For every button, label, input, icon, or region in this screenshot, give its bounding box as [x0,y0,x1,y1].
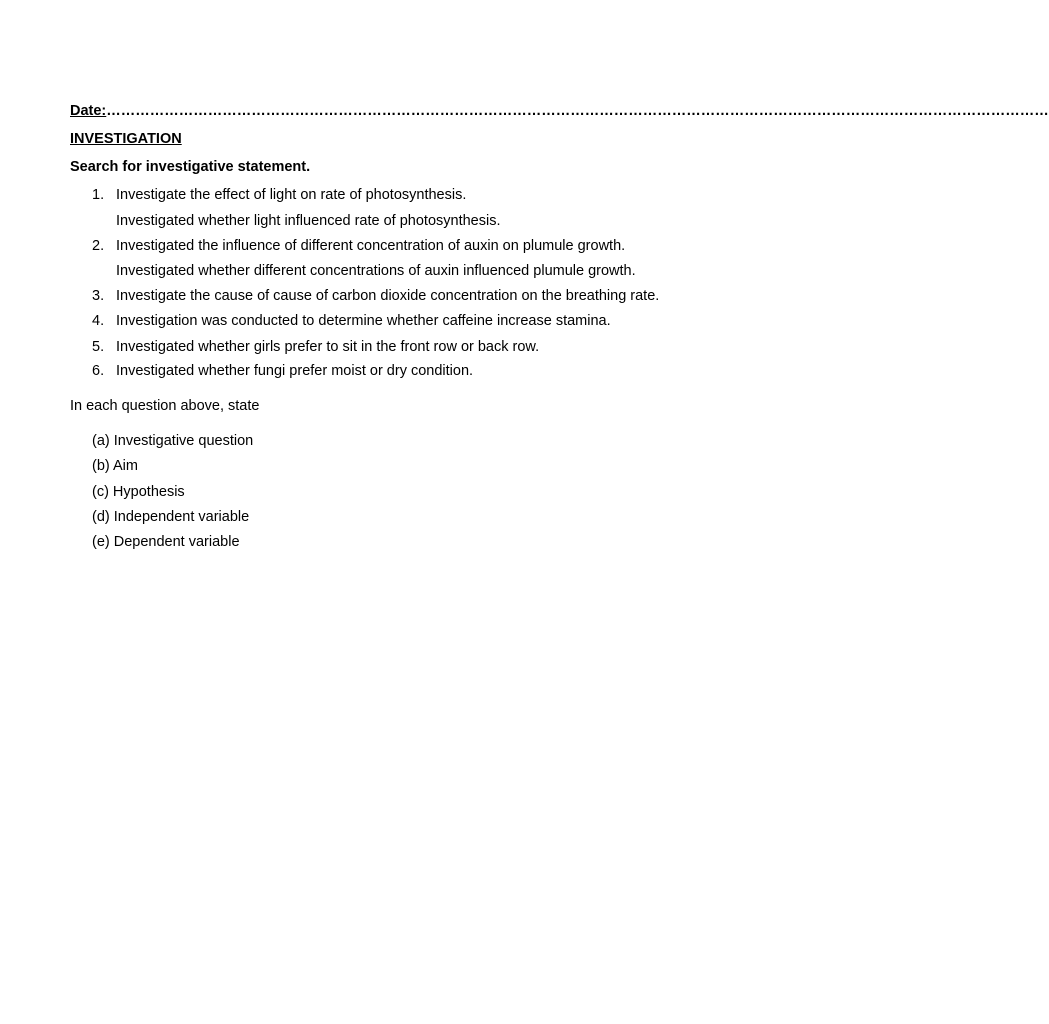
part-e: (e) Dependent variable [92,534,240,550]
statement-text: Investigated whether fungi prefer moist or dry condition. [116,363,474,379]
part-a: (a) Investigative question [92,433,254,449]
statement-6 [92,363,473,379]
date-label: Date: [70,103,107,119]
statement-text: Investigate the effect of light on rate of photosynthesis. [116,187,467,203]
statement-number: 3. [92,288,105,304]
statement-2-extra: Investigated whether different concentrations of auxin influenced plumule growth. [116,263,636,279]
statement-1-extra: Investigated whether light influenced rate of photosynthesis. [116,213,501,229]
statement-number: 6. [92,363,105,379]
statement-2 [92,238,625,254]
statement-text: Investigation was conducted to determine whether caffeine increase stamina. [116,313,611,329]
section-subheading: Search for investigative statement. [70,159,311,175]
statement-number: 5. [92,339,105,355]
part-b: (b) Aim [92,458,138,474]
statement-text: Investigated whether girls prefer to sit in the front row or back row. [116,339,540,355]
statement-number: 4. [92,313,105,329]
statement-text: Investigated the influence of different concentration of auxin on plumule growth. [116,238,626,254]
page-title: INVESTIGATION [70,131,182,147]
part-d: (d) Independent variable [92,509,250,525]
date-dots: …………………………………………………………………………………………………………………………………………………………………………… [106,103,1049,119]
statement-3 [92,288,659,304]
date-line [70,103,1049,119]
statement-1 [92,187,466,203]
part-c: (c) Hypothesis [92,484,185,500]
statement-5 [92,339,539,355]
statement-number: 1. [92,187,105,203]
instruction-text: In each question above, state [70,398,260,414]
statement-number: 2. [92,238,105,254]
statement-text: Investigate the cause of cause of carbon dioxide concentration on the breathing rate. [116,288,660,304]
statement-4 [92,313,611,329]
